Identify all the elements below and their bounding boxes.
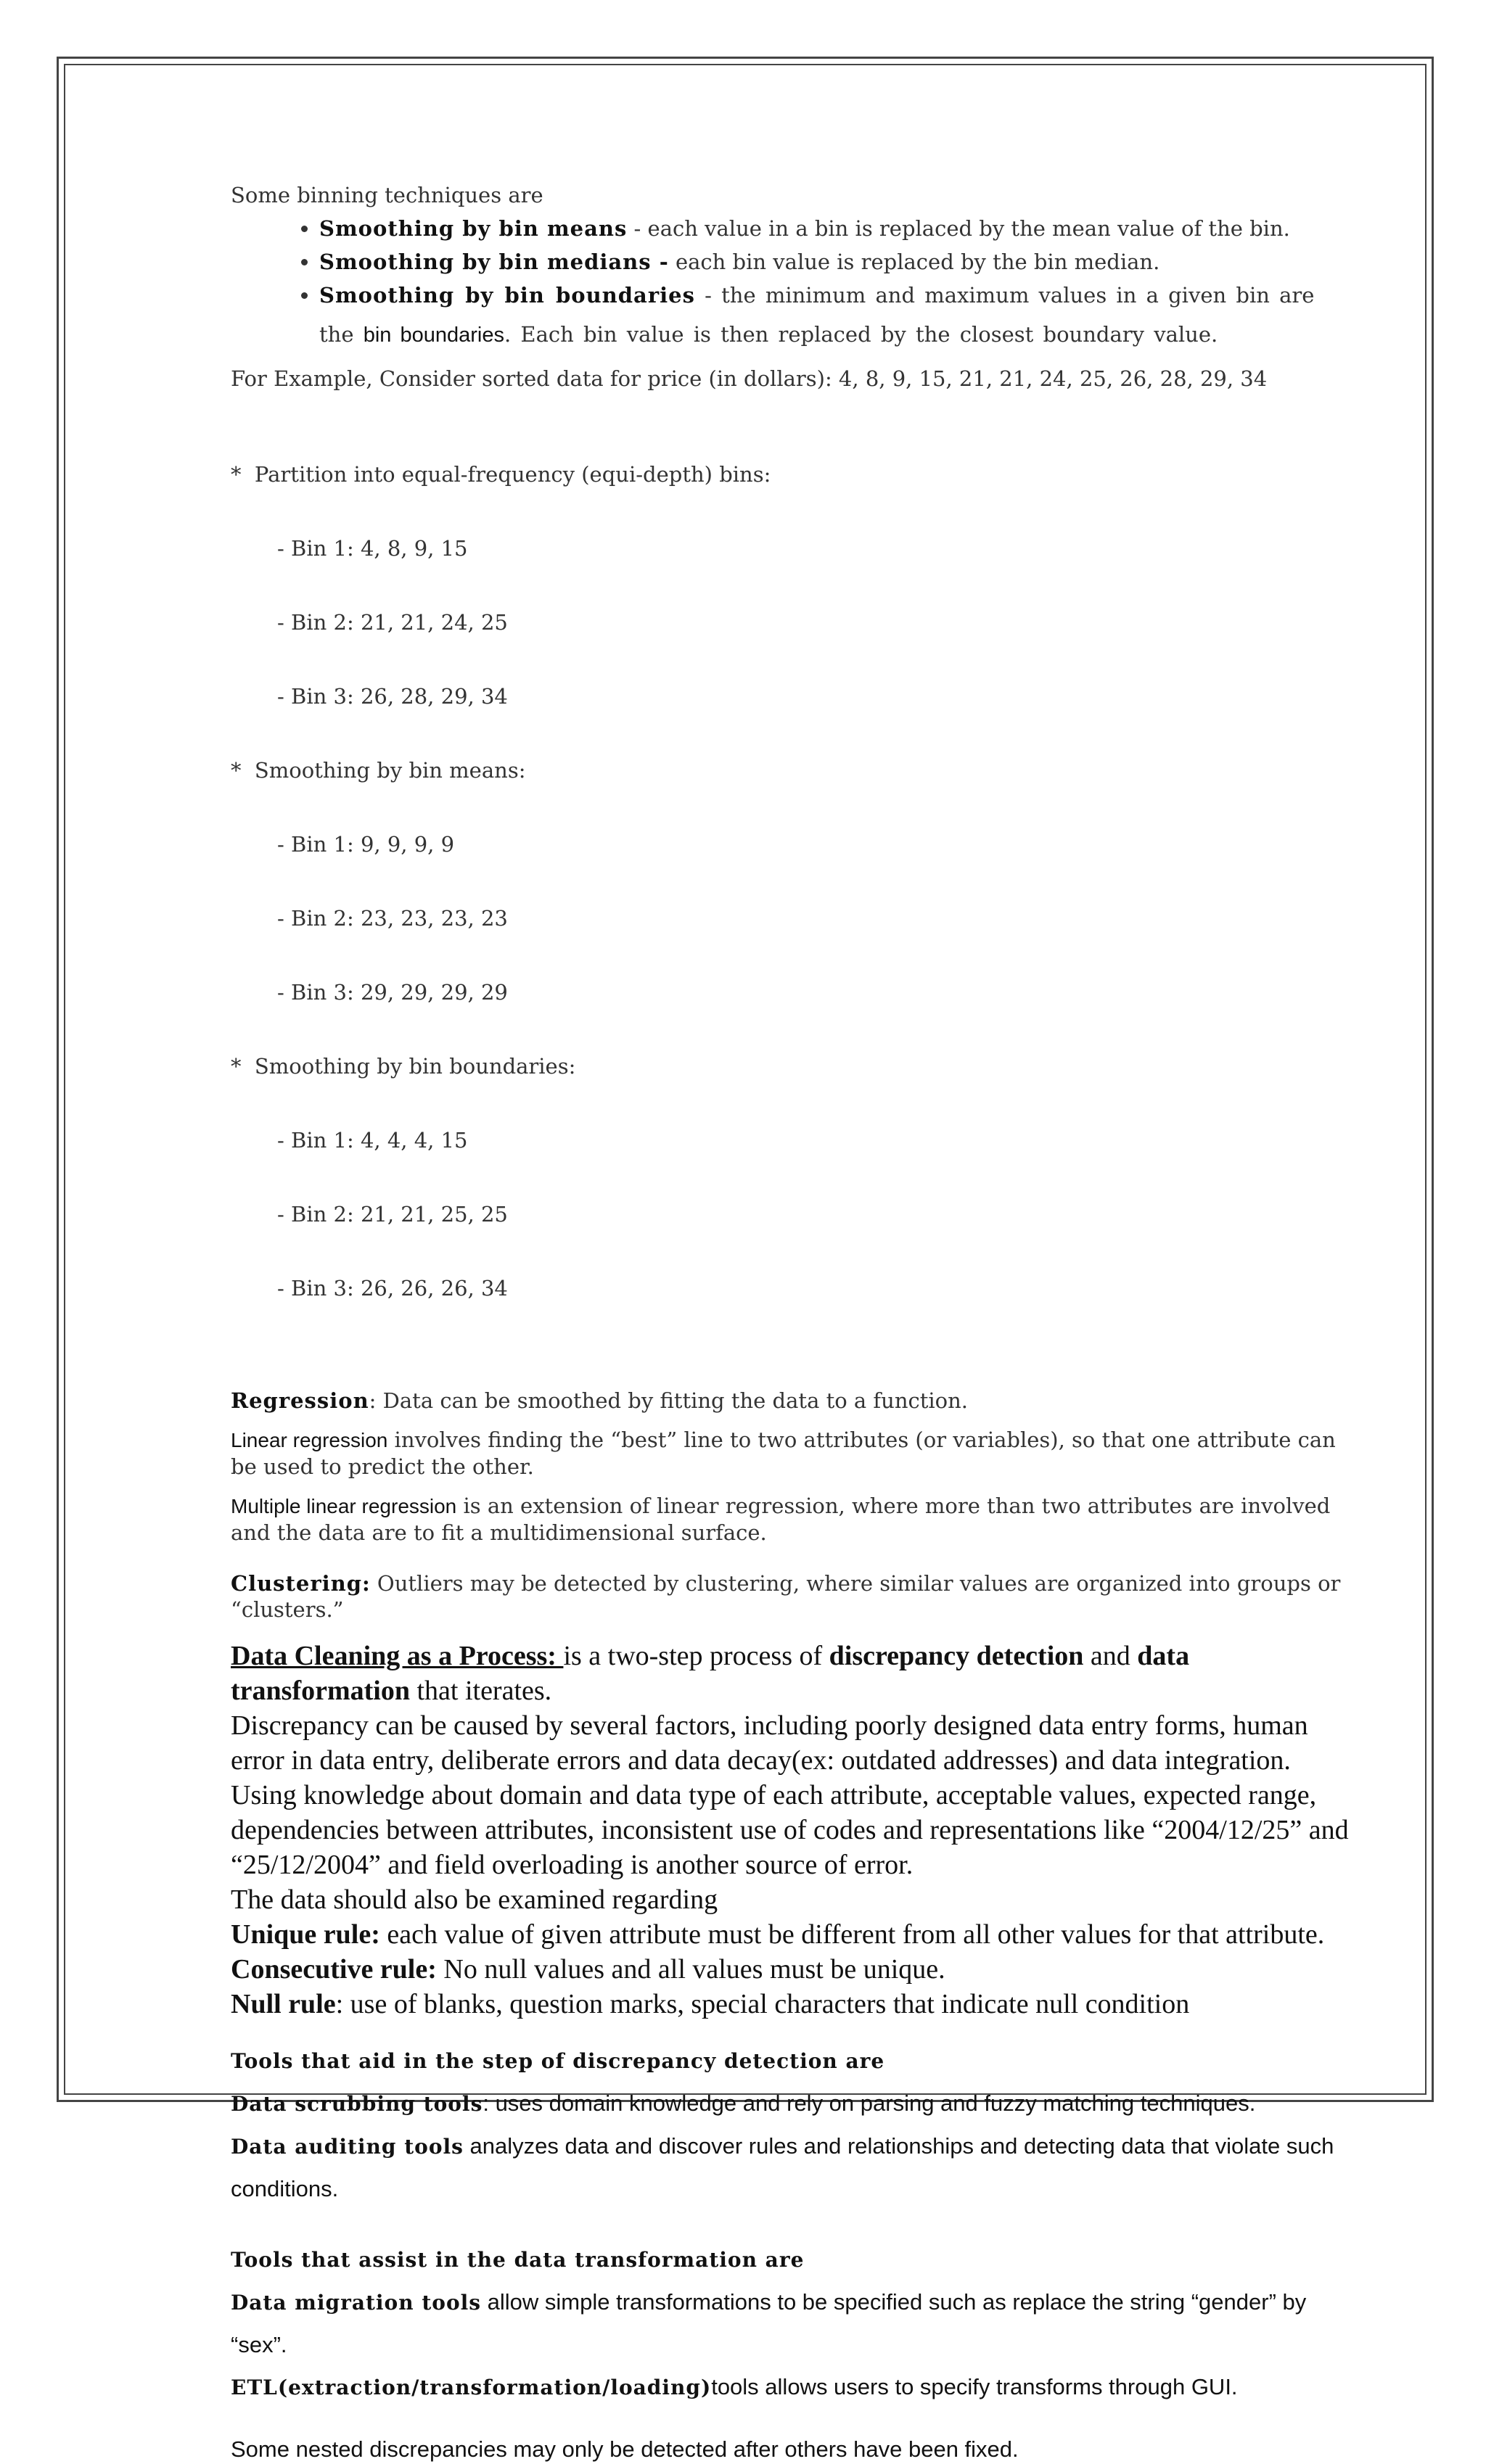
closing-sentence: Some nested discrepancies may only be detected after others have been fixed.: [231, 2436, 1019, 2462]
binning-intro: Some binning techniques are: [231, 183, 543, 207]
list-item: - Bin 1: 9, 9, 9, 9: [277, 832, 455, 857]
list-item: - Bin 3: 26, 26, 26, 34: [277, 1276, 508, 1301]
discrepancy-paragraph: Discrepancy can be caused by several factors, including poorly designed data entry forms, human error in data entry, deliberate errors and data decay(ex: outdated addresses) and data integration. Using knowledge about domain and data type of each attribute, acceptable values, expected range, dependencies between attributes, inconsistent use of codes and representations like “2004/12/25” and “25/12/2004” and field overloading is another source of error.: [231, 1710, 1349, 1880]
bullet-term: Smoothing by bin medians -: [319, 250, 669, 274]
process-intro: Data Cleaning as a Process: is a two-step process of discrepancy detection and data transformation that iterates.: [231, 1641, 1190, 1706]
bullet-text: - each value in a bin is replaced by the mean value of the bin.: [627, 216, 1290, 241]
list-item: [319, 279, 1363, 352]
section-heading: Data Cleaning as a Process:: [231, 1641, 564, 1671]
list-item: [319, 245, 1363, 279]
binning-techniques-list: [231, 212, 1363, 352]
list-item: - Bin 2: 21, 21, 25, 25: [277, 1202, 508, 1227]
migration-tools: Data migration tools allow simple transformations to be specified such as replace the string “gender” by “sex”.: [231, 2289, 1307, 2357]
bullet-text: each bin value is replaced by the bin median.: [668, 250, 1160, 274]
bullet-term: Smoothing by bin boundaries: [319, 283, 695, 308]
linear-regression-paragraph: Linear regression involves finding the “best” line to two attributes (or variables), so that one attribute can be used to predict the other.: [231, 1427, 1336, 1479]
bullet-text: - the minimum and maximum values in a given bin are: [694, 283, 1315, 308]
bullet-term: Smoothing by bin means: [319, 216, 628, 241]
unique-rule: Unique rule: each value of given attribute must be different from all other values for that attribute.: [231, 1919, 1325, 1950]
clustering-term: Clustering:: [231, 1571, 371, 1596]
bullet-continuation: the bin boundaries. Each bin value is then replaced by the closest boundary value.: [319, 322, 1218, 347]
list-item: - Bin 1: 4, 4, 4, 15: [277, 1128, 468, 1153]
multiple-regression-paragraph: Multiple linear regression is an extension of linear regression, where more than two attributes are involved and the data are to fit a multidimensional surface.: [231, 1493, 1331, 1545]
etl-tools: ETL(extraction/transformation/loading)tools allows users to specify transforms through GUI.: [231, 2374, 1238, 2399]
scrubbing-tools: Data scrubbing tools: uses domain knowledge and rely on parsing and fuzzy matching techniques.: [231, 2090, 1256, 2116]
examined-regarding: The data should also be examined regarding: [231, 1884, 718, 1915]
document-body: [231, 178, 1363, 2464]
list-item: - Bin 3: 26, 28, 29, 34: [277, 684, 508, 709]
data-cleaning-process-section: [231, 1639, 1363, 2022]
means-title: * Smoothing by bin means:: [231, 758, 526, 783]
boundaries-title: * Smoothing by bin boundaries:: [231, 1054, 576, 1079]
binning-example-block: [231, 413, 1363, 1350]
example-sentence: For Example, Consider sorted data for price (in dollars): 4, 8, 9, 15, 21, 21, 24, 25, 26, 28, 29, 34: [231, 366, 1268, 391]
regression-paragraph: Regression: Data can be smoothed by fitting the data to a function.: [231, 1388, 969, 1413]
bin-boundaries-term: bin boundaries: [363, 324, 504, 347]
list-item: - Bin 2: 21, 21, 24, 25: [277, 610, 508, 635]
transformation-tools-section: [231, 2239, 1363, 2409]
detection-tools-heading: Tools that aid in the step of discrepancy detection are: [231, 2049, 885, 2073]
multiple-regression-term: Multiple linear regression: [231, 1495, 457, 1517]
linear-regression-term: Linear regression: [231, 1429, 388, 1451]
auditing-tools: Data auditing tools analyzes data and discover rules and relationships and detecting data that violate such conditions.: [231, 2133, 1334, 2201]
list-item: - Bin 3: 29, 29, 29, 29: [277, 980, 508, 1005]
clustering-paragraph: Clustering: Outliers may be detected by clustering, where similar values are organized into groups or “clusters.”: [231, 1571, 1341, 1622]
regression-term: Regression: [231, 1388, 369, 1413]
list-item: - Bin 2: 23, 23, 23, 23: [277, 906, 508, 931]
null-rule: Null rule: use of blanks, question marks, special characters that indicate null condition: [231, 1989, 1190, 2019]
list-item: [319, 212, 1363, 245]
partition-title: * Partition into equal-frequency (equi-depth) bins:: [231, 462, 771, 487]
list-item: - Bin 1: 4, 8, 9, 15: [277, 536, 468, 561]
detection-tools-section: [231, 2040, 1363, 2210]
transformation-tools-heading: Tools that assist in the data transformation are: [231, 2248, 805, 2272]
consecutive-rule: Consecutive rule: No null values and all values must be unique.: [231, 1954, 945, 1985]
